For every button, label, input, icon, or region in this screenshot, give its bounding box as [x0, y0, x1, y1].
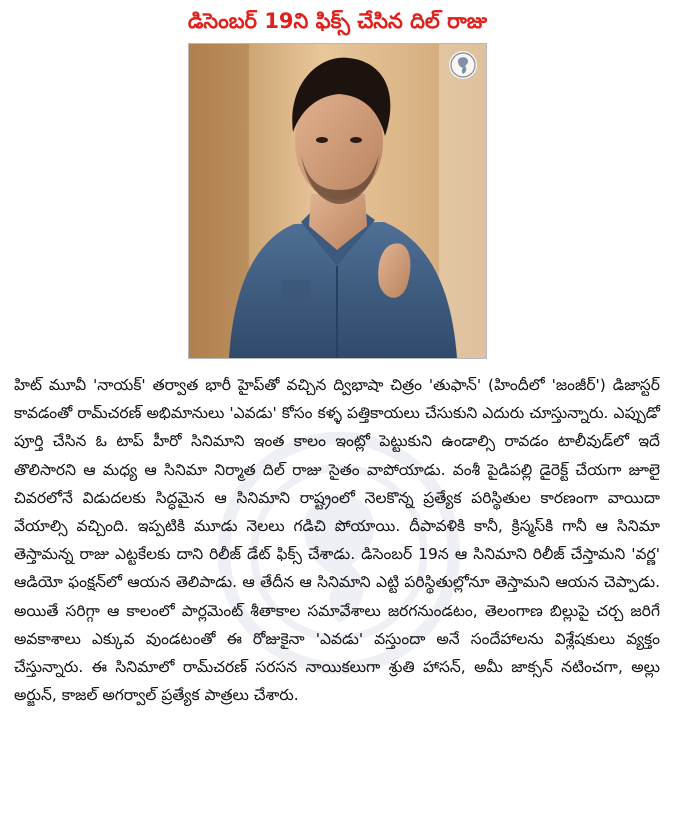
article-photo: [188, 43, 487, 359]
photo-person-icon: [189, 44, 486, 358]
headline: డిసెంబర్ 19ని ఫిక్స్ చేసిన దిల్ రాజు: [187, 9, 488, 33]
article-body: హిట్ మూవీ 'నాయక్' తర్వాత భారీ హైప్‌తో వచ్చిన ద్విభాషా చిత్రం 'తుఫాన్' (హిందీలో 'జంజీర్') డిజాస్టర్ కావడంతో రామ్‌చరణ్ అభిమానులు 'ఎవడు' కోసం కళ్ళ పత్తికాయలు చేసుకుని ఎదురు చూస్తున్నారు. ఎప్పుడో పూర్తి చేసిన ఓ టాప్ హీరో సినిమాని ఇంత కాలం ఇంట్లో పెట్టుకుని ఉండాల్సి రావడం టాలీవుడ్‌లో ఇదే తొలిసారని ఆ మధ్య ఆ సినిమా నిర్మాత దిల్ రాజు సైతం వాపోయాడు. వంశీ పైడిపల్లి డైరెక్ట్ చేయగా జూలై చివరలోనే విడుదలకు సిద్ధమైన ఆ సినిమాని రాష్ట్రంలో నెలకొన్న ప్రత్యేక పరిస్థితుల కారణంగా వాయిదా వేయాల్సి వచ్చింది. ఇప్పటికి మూడు నెలలు గడిచి పోయాయి. దీపావళికి కానీ, క్రిస్మస్‌కి గానీ ఆ సినిమా తెస్తామన్న రాజు ఎట్టకేలకు దాని రిలీజ్ డేట్ ఫిక్స్ చేశాడు. డిసెంబర్ 19న ఆ సినిమాని రిలీజ్ చేస్తామని 'వర్ణ' ఆడియో ఫంక్షన్‌లో ఆయన తెలిపాడు. ఆ తేదీన ఆ సినిమాని ఎట్టి పరిస్థితుల్లోనూ తెస్తామని ఆయన చెప్పాడు. అయితే సరిగ్గా ఆ కాలంలో పార్లమెంట్ శీతాకాల సమావేశాలు జరగనుండటం, తెలంగాణ బిల్లుపై చర్చ జరిగే అవకాశాలు ఎక్కువ వుండటంతో ఈ రోజుకైనా 'ఎవడు' వస్తుందా అనే సందేహాలను విశ్లేషకులు వ్యక్తం చేస్తున్నారు. ఈ సినిమాలో రామ్‌చరణ్ సరసన నాయికలుగా శ్రుతి హాసన్, అమీ జాక్సన్ నటించగా, అల్లు అర్జున్, కాజల్ అగర్వాల్ ప్రత్యేక పాత్రలు చేశారు.: [14, 376, 660, 705]
ganesha-logo-icon: [448, 50, 478, 80]
